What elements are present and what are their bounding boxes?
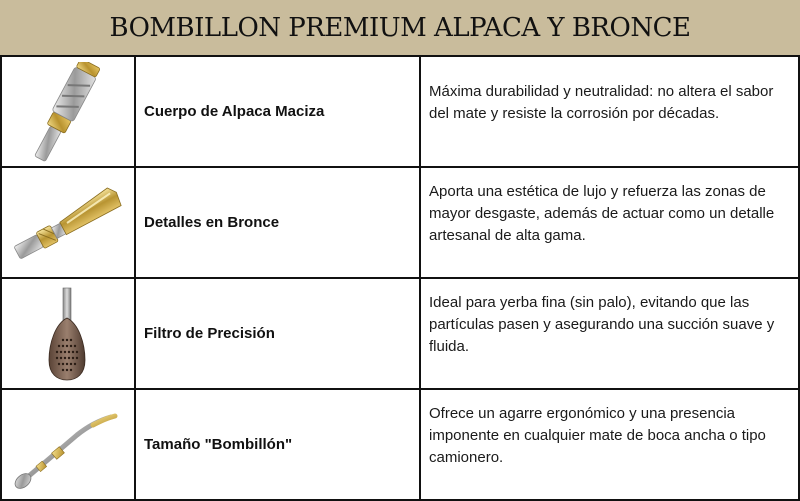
page-header <box>0 0 800 55</box>
row-title-cell <box>135 167 420 278</box>
filter-icon <box>7 284 127 384</box>
feature-description: Aporta una estética de lujo y refuerza las zonas de mayor desgaste, además de actuar como un detalle artesanal de alta gama. <box>429 182 775 244</box>
table-row <box>1 167 799 278</box>
feature-table <box>0 55 800 501</box>
row-image-cell <box>1 167 135 278</box>
row-desc-cell <box>420 167 799 278</box>
feature-description: Ofrece un agarre ergonómico y una presencia imponente en cualquier mate de boca ancha o tipo camionero. <box>429 404 766 466</box>
alpaca-body-icon <box>7 62 127 162</box>
table-row <box>1 56 799 167</box>
row-title-cell <box>135 389 420 500</box>
row-desc-cell <box>420 278 799 389</box>
feature-title: Filtro de Precisión <box>144 324 275 342</box>
page-title: BOMBILLON PREMIUM ALPACA Y BRONCE <box>109 12 691 43</box>
feature-description: Máxima durabilidad y neutralidad: no altera el sabor del mate y resiste la corrosión por décadas. <box>429 82 774 122</box>
row-title-cell <box>135 56 420 167</box>
row-image-cell <box>1 278 135 389</box>
feature-description: Ideal para yerba fina (sin palo), evitando que las partículas pasen y asegurando una succión suave y fluida. <box>429 293 775 355</box>
feature-title: Tamaño "Bombillón" <box>144 435 293 453</box>
row-desc-cell <box>420 389 799 500</box>
table-row <box>1 278 799 389</box>
bombillon-size-icon <box>7 395 127 495</box>
row-image-cell <box>1 56 135 167</box>
row-image-cell <box>1 389 135 500</box>
row-desc-cell <box>420 56 799 167</box>
bronze-detail-icon <box>7 173 127 273</box>
table-row <box>1 389 799 500</box>
row-title-cell <box>135 278 420 389</box>
feature-title: Detalles en Bronce <box>144 213 280 231</box>
feature-title: Cuerpo de Alpaca Maciza <box>144 102 325 120</box>
